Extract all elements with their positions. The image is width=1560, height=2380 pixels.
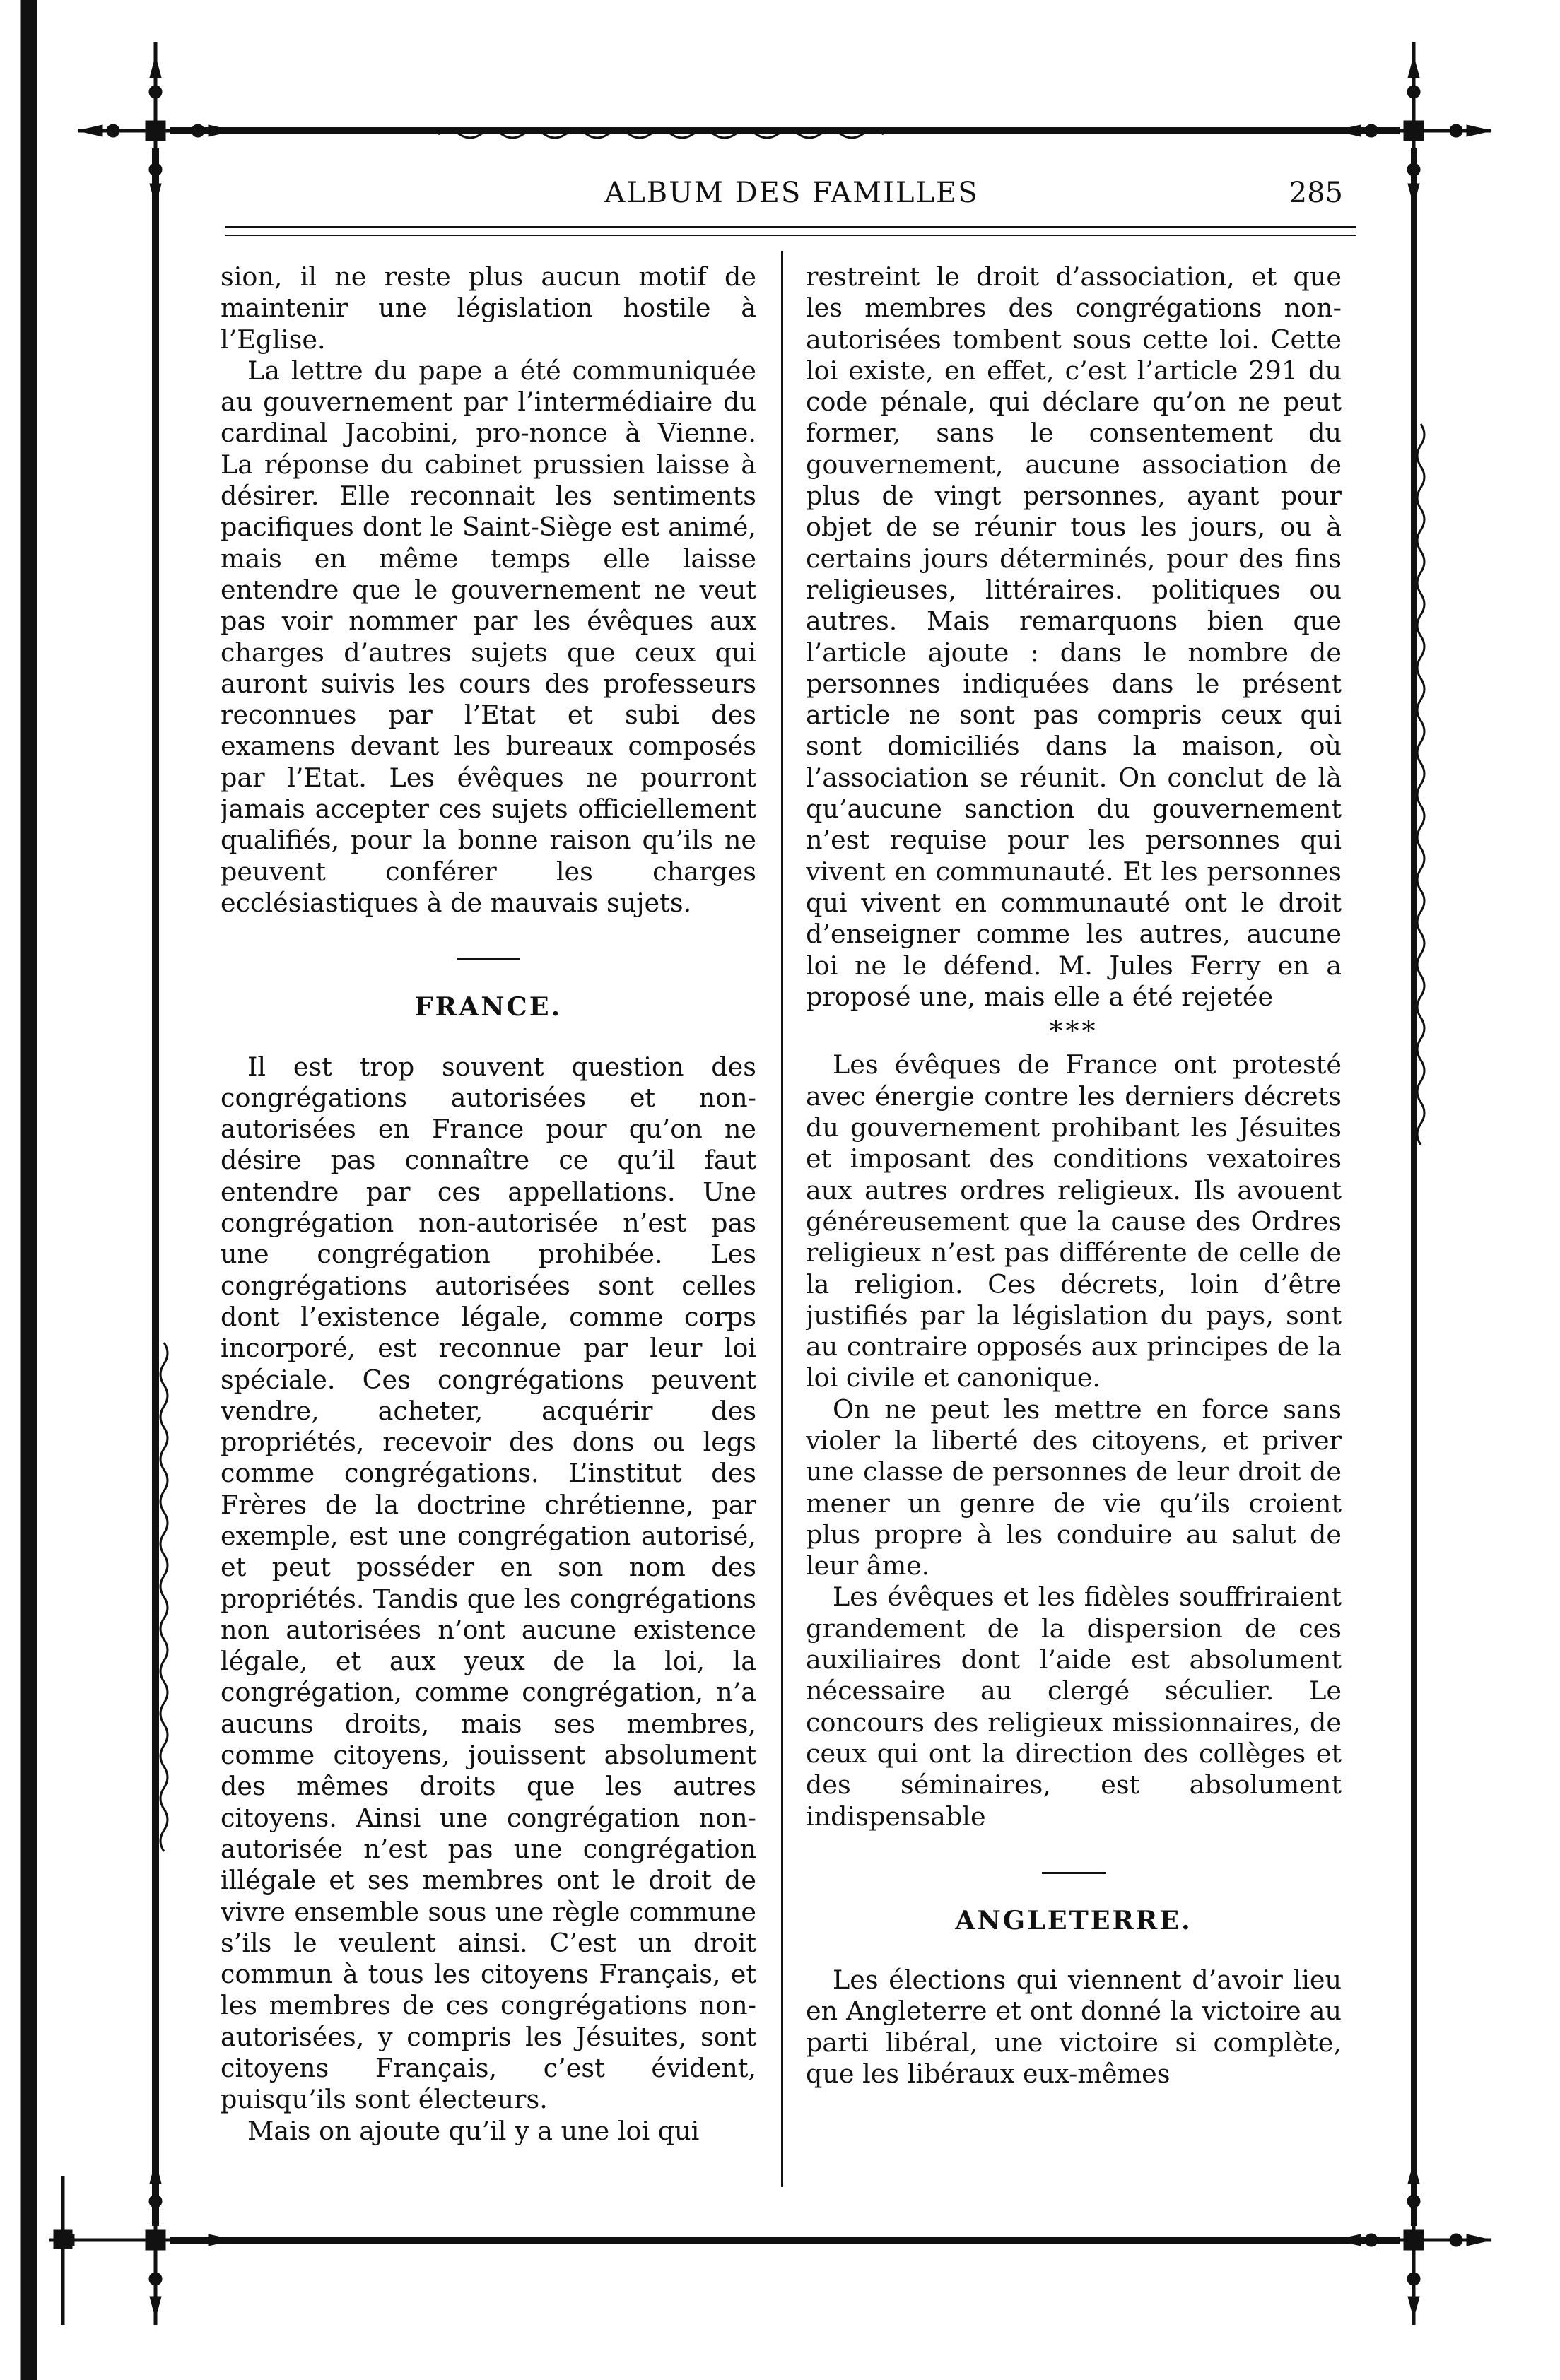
section-rule [457,958,520,960]
column-divider [781,251,783,2187]
paragraph: sion, il ne reste plus aucun motif de maintenir une législation hostile à l’Eglise. [221,261,756,355]
paragraph: On ne peut les mettre en force sans violer la liberté des citoyens, et priver une classe de personnes de leur droit de mener un genre de vie qu’ils croient plus propre à les conduire au salut de leur âme. [806,1394,1342,1581]
paragraph: Les élections qui viennent d’avoir lieu en Angleterre et ont donné la victoire au parti libéral, une victoire si complète, que les libéraux eux-mêmes [806,1964,1342,2090]
paragraph: Les évêques et les fidèles souffriraient grandement de la dispersion de ces auxiliaires dont l’aide est absolument nécessaire au clergé séculier. Le concours des religieux missionnaires, de ceux qui ont la direction des collèges et des séminaires, est absolument indispensable [806,1581,1342,1832]
running-head [212,177,1371,219]
right-column [806,261,1342,2180]
paragraph: restreint le droit d’association, et que les membres des congrégations non-autorisées tombent sous cette loi. Cette loi existe, en effet, c’est l’article 291 du code pénale, qui déclare qu’on ne peut former, sans le consentement du gouvernement, aucune association de plus de vingt personnes, ayant pour objet de se réunir tous les jours, ou à certains jours déterminés, pour des fins religieuses, littéraires. politiques ou autres. Mais remarquons bien que l’article ajoute : dans le nombre de personnes indiquées dans le présent article ne sont pas compris ceux qui sont domiciliés dans la maison, où l’association se réunit. On conclut de là qu’aucune sanction du gouvernement n’est requise pour les personnes qui vivent en communauté. Et les personnes qui vivent en communauté ont le droit d’enseigner comme les autres, aucune loi ne le défend. M. Jules Ferry en a proposé une, mais elle a été rejetée [806,261,1342,1012]
asterism: *** [1049,1015,1098,1047]
paragraph: Mais on ajoute qu’il y a une loi qui [247,2115,700,2146]
left-column [221,261,756,2180]
page-number: 285 [1289,177,1343,209]
section-title-france: FRANCE. [414,991,563,1023]
running-title: ALBUM DES FAMILLES [604,177,979,209]
paragraph: Il est trop souvent question des congrégations autorisées et non-autorisées en France pour qu’on ne désire pas connaître ce qu’il faut entendre par ces appellations. Une congrégation non-autorisée n’est pas une congrégation prohibée. Les congrégations autorisées sont celles dont l’existence légale, comme corps incorporé, est reconnue par leur loi spéciale. Ces congrégations peuvent vendre, acheter, acquérir des propriétés, recevoir des dons ou legs comme congrégations. L’institut des Frères de la doctrine chrétienne, par exemple, est une congrégation autorisé, et peut posséder en son nom des propriétés. Tandis que les congrégations non autorisées n’ont aucune existence légale, et aux yeux de la loi, la congrégation, comme congrégation, n’a aucuns droits, mais ses membres, comme citoyens, jouissent absolument des mêmes droits que les autres citoyens. Ainsi une congrégation non-autorisée n’est pas une congrégation illégale et ses membres ont le droit de vivre ensemble sous une règle commune s’ils le veulent ainsi. C’est un droit commun à tous les citoyens Français, et les membres de ces congrégations non-autorisées, y compris les Jésuites, sont citoyens Français, c’est évident, puisqu’ils sont électeurs. [221,1051,756,2115]
header-rule-thin [225,235,1356,236]
section-title-angleterre: ANGLETERRE. [955,1904,1192,1936]
paragraph: Les évêques de France ont protesté avec énergie contre les derniers décrets du gouvernement prohibant les Jésuites et imposant des conditions vexatoires aux autres ordres religieux. Ils avouent généreusement que la cause des Ordres religieux n’est pas différente de celle de la religion. Ces décrets, loin d’être justifiés par la législation du pays, sont au contraire opposés aux principes de la loi civile et canonique. [806,1049,1342,1394]
header-rule [225,226,1356,228]
section-rule [1042,1872,1106,1874]
paragraph: La lettre du pape a été communiquée au gouvernement par l’intermédiaire du cardinal Jacobini, pro-nonce à Vienne. La réponse du cabinet prussien laisse à désirer. Elle reconnait les sentiments pacifiques dont le Saint-Siège est animé, mais en même temps elle laisse entendre que le gouvernement ne veut pas voir nommer par les évêques aux charges d’autres sujets que ceux qui auront suivis les cours des professeurs reconnues par l’Etat et subi des examens devant les bureaux composés par l’Etat. Les évêques ne pourront jamais accepter ces sujets officiellement qualifiés, pour la bonne raison qu’ils ne peuvent conférer les charges ecclésiastiques à de mauvais sujets. [221,355,756,918]
